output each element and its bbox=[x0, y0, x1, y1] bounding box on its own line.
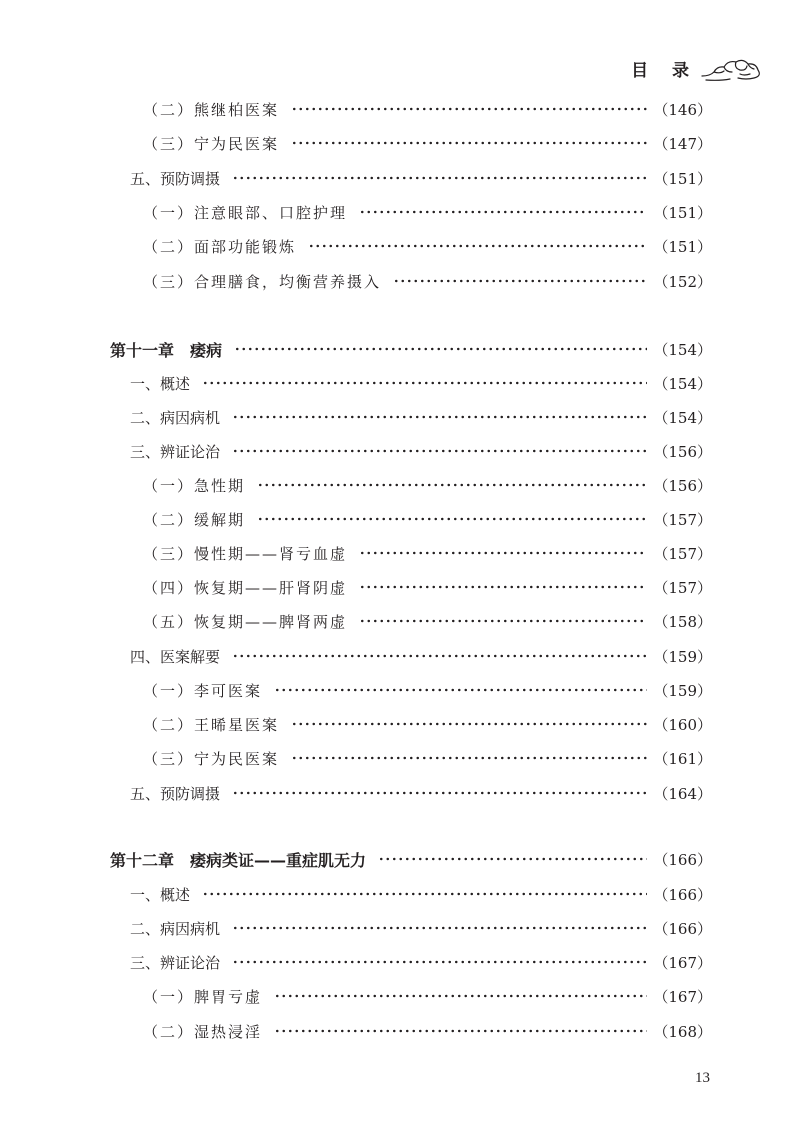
toc-entry-title: 第十二章 痿病类证——重症肌无力 bbox=[110, 850, 367, 870]
dot-leader bbox=[291, 756, 647, 760]
toc-entry-page: （159） bbox=[653, 647, 712, 666]
dot-leader bbox=[359, 585, 647, 589]
toc-entry-page: （161） bbox=[653, 749, 712, 768]
toc-entry bbox=[143, 1018, 712, 1044]
toc-entry bbox=[130, 404, 712, 430]
toc-entry-page: （166） bbox=[653, 919, 712, 938]
dot-leader bbox=[234, 347, 647, 351]
dot-leader bbox=[232, 960, 647, 964]
toc-entry-page: （154） bbox=[653, 374, 712, 393]
toc-entry-title: （一）脾胃亏虚 bbox=[143, 987, 263, 1006]
toc-entry bbox=[143, 983, 712, 1009]
toc-entry-page: （168） bbox=[653, 1022, 712, 1041]
toc-entry-page: （157） bbox=[653, 510, 712, 529]
toc-entry-title: 三、辨证论治 bbox=[130, 953, 221, 972]
toc-entry bbox=[130, 881, 712, 907]
dot-leader bbox=[291, 107, 647, 111]
toc-entry bbox=[130, 370, 712, 396]
toc-entry-page: （151） bbox=[653, 169, 712, 188]
toc-entry-page: （159） bbox=[653, 681, 712, 700]
toc-entry bbox=[143, 130, 712, 156]
toc-entry-title: （二）熊继柏医案 bbox=[143, 100, 280, 119]
dot-leader bbox=[274, 1029, 647, 1033]
toc-entry-title: （五）恢复期——脾肾两虚 bbox=[143, 612, 348, 631]
dot-leader bbox=[274, 994, 647, 998]
dot-leader bbox=[202, 892, 647, 896]
toc-entry-title: （二）缓解期 bbox=[143, 510, 246, 529]
toc-entry-title: 第十一章 痿病 bbox=[110, 340, 223, 360]
toc-entry-title: （一）李可医案 bbox=[143, 681, 263, 700]
toc-entry-page: （154） bbox=[653, 340, 712, 359]
toc-entry bbox=[143, 96, 712, 122]
toc-entry-title: （二）湿热浸淫 bbox=[143, 1022, 263, 1041]
toc-entry bbox=[130, 949, 712, 975]
toc-entry-page: （151） bbox=[653, 237, 712, 256]
toc-entry-page: （152） bbox=[653, 272, 712, 291]
toc-entry-page: （166） bbox=[653, 850, 712, 869]
toc-entry-page: （160） bbox=[653, 715, 712, 734]
toc-entry-title: （一）注意眼部、口腔护理 bbox=[143, 203, 348, 222]
toc-entry-title: 三、辨证论治 bbox=[130, 442, 221, 461]
toc-entry bbox=[143, 711, 712, 737]
dot-leader bbox=[202, 381, 647, 385]
toc-entry bbox=[130, 165, 712, 191]
toc-entry-title: 一、概述 bbox=[130, 885, 191, 904]
toc-entry bbox=[143, 199, 712, 225]
toc-entry-page: （164） bbox=[653, 784, 712, 803]
dot-leader bbox=[232, 654, 647, 658]
toc-entry-title: （三）宁为民医案 bbox=[143, 134, 280, 153]
toc-entry bbox=[130, 643, 712, 669]
toc-entry bbox=[143, 745, 712, 771]
dot-leader bbox=[359, 210, 647, 214]
toc-entry-page: （166） bbox=[653, 885, 712, 904]
dot-leader bbox=[232, 791, 647, 795]
dot-leader bbox=[359, 551, 647, 555]
dot-leader bbox=[291, 722, 647, 726]
dot-leader bbox=[257, 483, 647, 487]
dot-leader bbox=[308, 244, 647, 248]
toc-entry-title: 二、病因病机 bbox=[130, 408, 221, 427]
toc-entry-title: （一）急性期 bbox=[143, 476, 246, 495]
running-head bbox=[631, 52, 762, 84]
dot-leader bbox=[232, 415, 647, 419]
toc-entry-page: （158） bbox=[653, 612, 712, 631]
toc-entry bbox=[130, 780, 712, 806]
toc-entry bbox=[143, 268, 712, 294]
toc-entry bbox=[143, 540, 712, 566]
toc-entry-page: （157） bbox=[653, 578, 712, 597]
toc-chapter-entry bbox=[110, 846, 712, 872]
toc-entry bbox=[130, 438, 712, 464]
toc-entry bbox=[130, 915, 712, 941]
dot-leader bbox=[232, 926, 647, 930]
toc-entry-title: （三）宁为民医案 bbox=[143, 749, 280, 768]
toc-entry-page: （146） bbox=[653, 100, 712, 119]
toc-entry-title: 五、预防调摄 bbox=[130, 169, 221, 188]
toc-entry-title: 四、医案解要 bbox=[130, 647, 221, 666]
toc-entry bbox=[143, 472, 712, 498]
toc-entry-title: 五、预防调摄 bbox=[130, 784, 221, 803]
toc-entry-title: （二）王晞星医案 bbox=[143, 715, 280, 734]
toc-entry-page: （167） bbox=[653, 953, 712, 972]
toc-entry bbox=[143, 506, 712, 532]
toc-entry-page: （151） bbox=[653, 203, 712, 222]
toc-entry-title: （三）合理膳食，均衡营养摄入 bbox=[143, 272, 382, 291]
page-number: 13 bbox=[695, 1070, 710, 1086]
dot-leader bbox=[232, 176, 647, 180]
toc-entry-page: （157） bbox=[653, 544, 712, 563]
toc-entry-title: （四）恢复期——肝肾阴虚 bbox=[143, 578, 348, 597]
dot-leader bbox=[291, 141, 647, 145]
dot-leader bbox=[378, 857, 647, 861]
toc-entry bbox=[143, 233, 712, 259]
toc-entry-title: （三）慢性期——肾亏血虚 bbox=[143, 544, 348, 563]
toc-entry bbox=[143, 677, 712, 703]
toc-entry-page: （147） bbox=[653, 134, 712, 153]
toc-entry-page: （167） bbox=[653, 987, 712, 1006]
toc-chapter-entry bbox=[110, 336, 712, 362]
toc-entry bbox=[143, 608, 712, 634]
toc-entry bbox=[143, 574, 712, 600]
dot-leader bbox=[274, 688, 647, 692]
dot-leader bbox=[393, 279, 647, 283]
toc-entry-page: （154） bbox=[653, 408, 712, 427]
toc-entry-title: 一、概述 bbox=[130, 374, 191, 393]
cloud-ornament-icon bbox=[700, 52, 762, 84]
toc-entry-page: （156） bbox=[653, 476, 712, 495]
toc-entry-title: （二）面部功能锻炼 bbox=[143, 237, 297, 256]
dot-leader bbox=[257, 517, 647, 521]
toc-entry-page: （156） bbox=[653, 442, 712, 461]
toc-entry-title: 二、病因病机 bbox=[130, 919, 221, 938]
dot-leader bbox=[359, 619, 647, 623]
dot-leader bbox=[232, 449, 647, 453]
running-head-title: 目 录 bbox=[631, 60, 698, 81]
